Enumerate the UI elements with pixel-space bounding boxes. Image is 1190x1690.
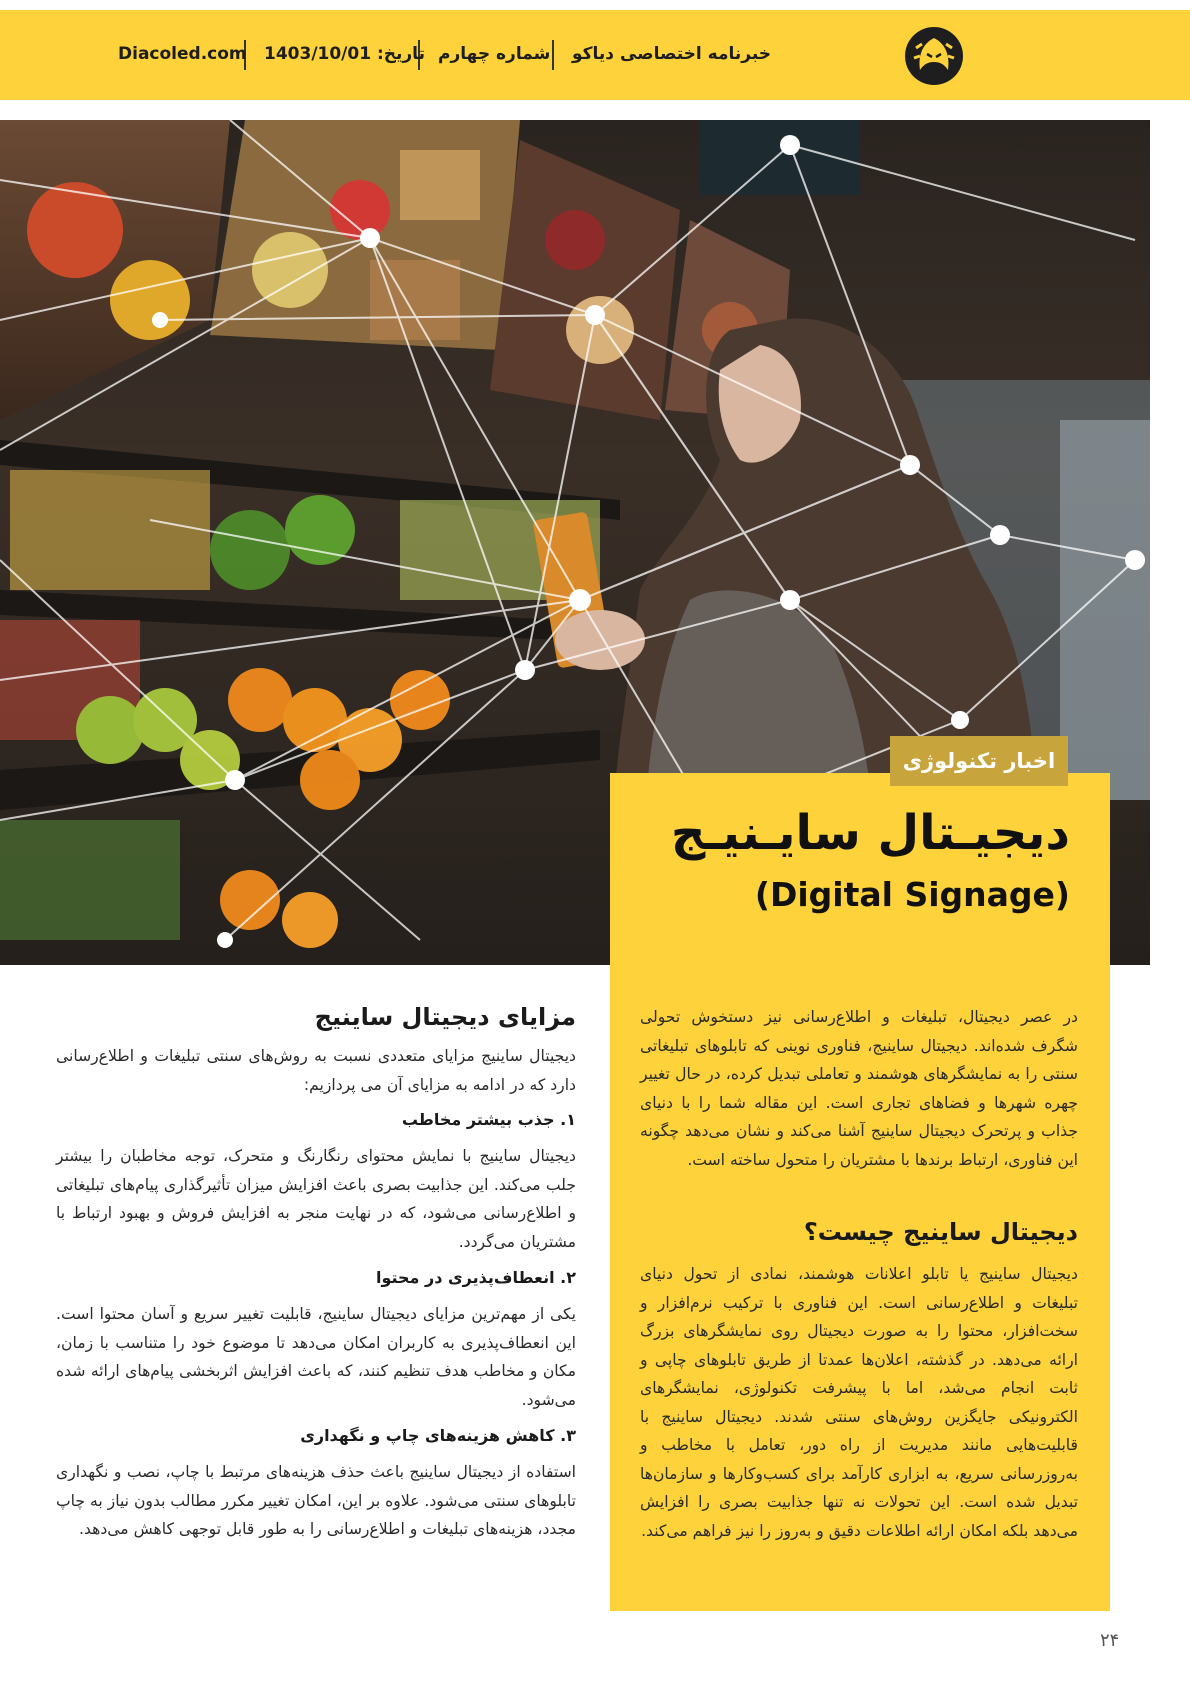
benefit-1-text: دیجیتال ساینیج با نمایش محتوای رنگارنگ و متحرک، توجه مخاطبان را بیشتر جلب می‌کند. این جذابیت بصری باعث افزایش میزان تأثیرگذاری پیام‌های تبلیغاتی و اطلاع‌رسانی می‌شود، که در نهایت منجر به افزایش فروش و بهبود ارتباط با مشتریان می‌گردد. xyxy=(56,1147,576,1251)
article-title: دیجیـتال سایـنیـج xyxy=(670,805,1070,861)
page-number: ۲۴ xyxy=(1100,1630,1120,1651)
benefit-3-heading: ۳. کاهش هزینه‌های چاپ و نگهداری xyxy=(300,1426,576,1445)
benefits-intro: دیجیتال ساینیج مزایای متعددی نسبت به روش‌های سنتی تبلیغات و اطلاع‌رسانی دارد که در ادامه به مزایای آن می پردازیم: xyxy=(56,1047,576,1094)
header-divider xyxy=(552,40,554,70)
newsletter-title: خبرنامه اختصاصی دیاکو xyxy=(572,44,772,64)
issue-date: تاریخ: 1403/10/01 xyxy=(264,44,425,64)
section-heading-benefits: مزایای دیجیتال ساینیج xyxy=(314,1003,576,1031)
section-text-what: دیجیتال ساینیج یا تابلو اعلانات هوشمند، نمادی از تحول دنیای تبلیغات و اطلاع‌رسانی است. این فناوری با ترکیب نرم‌افزار و سخت‌افزار، محتوا را به صورت دیجیتال روی نمایشگرهای بزرگ ارائه می‌دهد. در گذشته، اعلان‌ها عمدتا از طریق تابلوهای چاپی و ثابت انجام می‌شد، اما با پیشرفت تکنولوژی، نمایشگرهای الکترونیکی جایگزین روش‌های سنتی شدند. دیجیتال ساینیج با قابلیت‌هایی مانند مدیریت از راه دور، تعامل با مخاطب و به‌روزرسانی سریع، به ابزاری کارآمد برای کسب‌وکارها و سازمان‌ها تبدیل شده است. این تحولات نه تنها جذابیت بصری را افزایش می‌دهد بلکه امکان ارائه اطلاعات دقیق و به‌روز را نیز فراهم می‌کند. xyxy=(640,1265,1078,1540)
article-subtitle: (Digital Signage) xyxy=(754,875,1070,914)
section-heading-what: دیجیتال ساینیج چیست؟ xyxy=(803,1218,1078,1246)
lion-logo-icon xyxy=(902,24,966,88)
benefit-2-text: یکی از مهم‌ترین مزایای دیجیتال ساینیج، قابلیت تغییر سریع و آسان محتوا است. این انعطاف‌پذیری به کاربران امکان می‌دهد تا موضوع خود را متناسب با زمان، مکان و مخاطب هدف تنظیم کنند، که باعث افزایش اثربخشی پیام‌های ارائه شده می‌شود. xyxy=(56,1305,576,1409)
category-tag: اخبار تکنولوژی xyxy=(890,736,1068,786)
article-intro: در عصر دیجیتال، تبلیغات و اطلاع‌رسانی نیز دستخوش تحولی شگرف شده‌اند. دیجیتال ساینیج، فناوری نوینی که تابلوهای تبلیغاتی سنتی را به نمایشگرهای هوشمند و تعاملی تبدیل کرده، در حال تغییر چهره شهرها و فضاهای تجاری است. این مقاله شما را با دنیای جذاب و پرتحرک دیجیتال ساینیج آشنا می‌کند و نشان می‌دهد چگونه این فناوری، ارتباط برندها با مشتریان را متحول ساخته است. xyxy=(640,1008,1078,1169)
benefit-3-text: استفاده از دیجیتال ساینیج باعث حذف هزینه‌های مرتبط با چاپ، نصب و نگهداری تابلوهای سنتی می‌شود. علاوه بر این، امکان تغییر مکرر مطالب بدون نیاز به چاپ مجدد، هزینه‌های تبلیغات و اطلاع‌رسانی را به طور قابل توجهی کاهش می‌دهد. xyxy=(56,1463,576,1538)
website-link[interactable]: Diacoled.com xyxy=(118,44,247,64)
benefit-1-heading: ۱. جذب بیشتر مخاطب xyxy=(401,1110,576,1129)
benefit-2-heading: ۲. انعطاف‌پذیری در محتوا xyxy=(375,1268,576,1287)
header-bar xyxy=(0,10,1190,100)
issue-number: شماره چهارم xyxy=(438,44,551,64)
